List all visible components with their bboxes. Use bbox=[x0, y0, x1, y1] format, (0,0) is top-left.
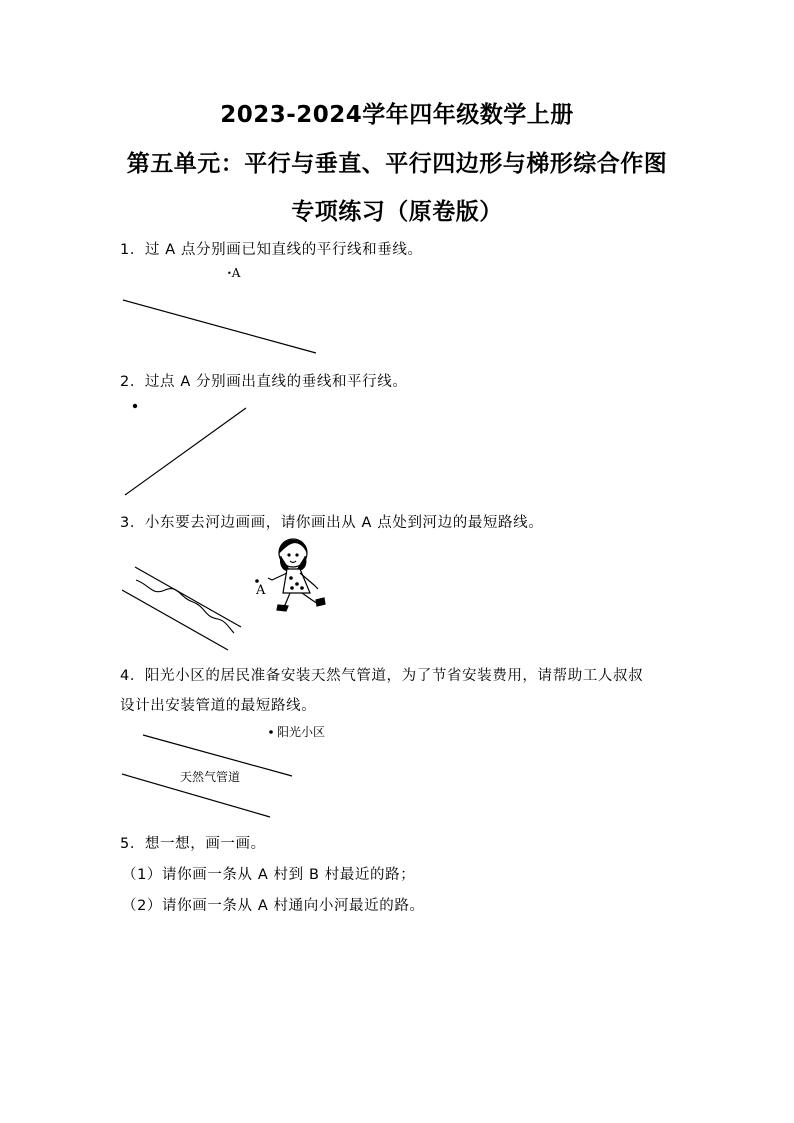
question-4-line2: 设计出安装管道的最短路线。 bbox=[120, 698, 317, 714]
page-subtitle-version: 专项练习（原卷版） bbox=[291, 199, 503, 225]
q4-community-dot bbox=[269, 730, 273, 734]
question-5-sub-2: （2）请你画一条从 A 村通向小河最近的路。 bbox=[122, 898, 425, 914]
page-subtitle: 第五单元：平行与垂直、平行四边形与梯形综合作图 bbox=[126, 151, 668, 177]
question-2: 2．过点 A 分别画出直线的垂线和平行线。 bbox=[120, 374, 408, 390]
q3-river-bank-bottom bbox=[122, 590, 228, 650]
q1-given-line bbox=[123, 300, 316, 353]
question-3: 3．小东要去河边画画，请你画出从 A 点处到河边的最短路线。 bbox=[120, 515, 544, 531]
question-5: 5．想一想，画一画。 bbox=[120, 836, 266, 852]
q3-river-bank-top bbox=[135, 567, 241, 627]
q3-girl-illustration bbox=[268, 539, 325, 611]
q1-point-a-dot: • bbox=[227, 269, 232, 278]
question-5-sub-1: （1）请你画一条从 A 村到 B 村最近的路； bbox=[122, 867, 416, 883]
q1-point-a-label: •A bbox=[227, 266, 241, 280]
q3-point-a-label: A bbox=[256, 583, 266, 598]
q4-pipe-label: 天然气管道 bbox=[180, 770, 241, 784]
page-title: 2023-2024学年四年级数学上册 bbox=[220, 102, 574, 128]
question-4-line1: 4．阳光小区的居民准备安装天然气管道，为了节省安装费用，请帮助工人叔叔 bbox=[120, 668, 644, 684]
q2-point-a bbox=[133, 404, 137, 408]
q2-given-line bbox=[125, 408, 246, 495]
question-1: 1．过 A 点分别画已知直线的平行线和垂线。 bbox=[120, 242, 423, 258]
q4-community-label: 阳光小区 bbox=[277, 725, 326, 739]
